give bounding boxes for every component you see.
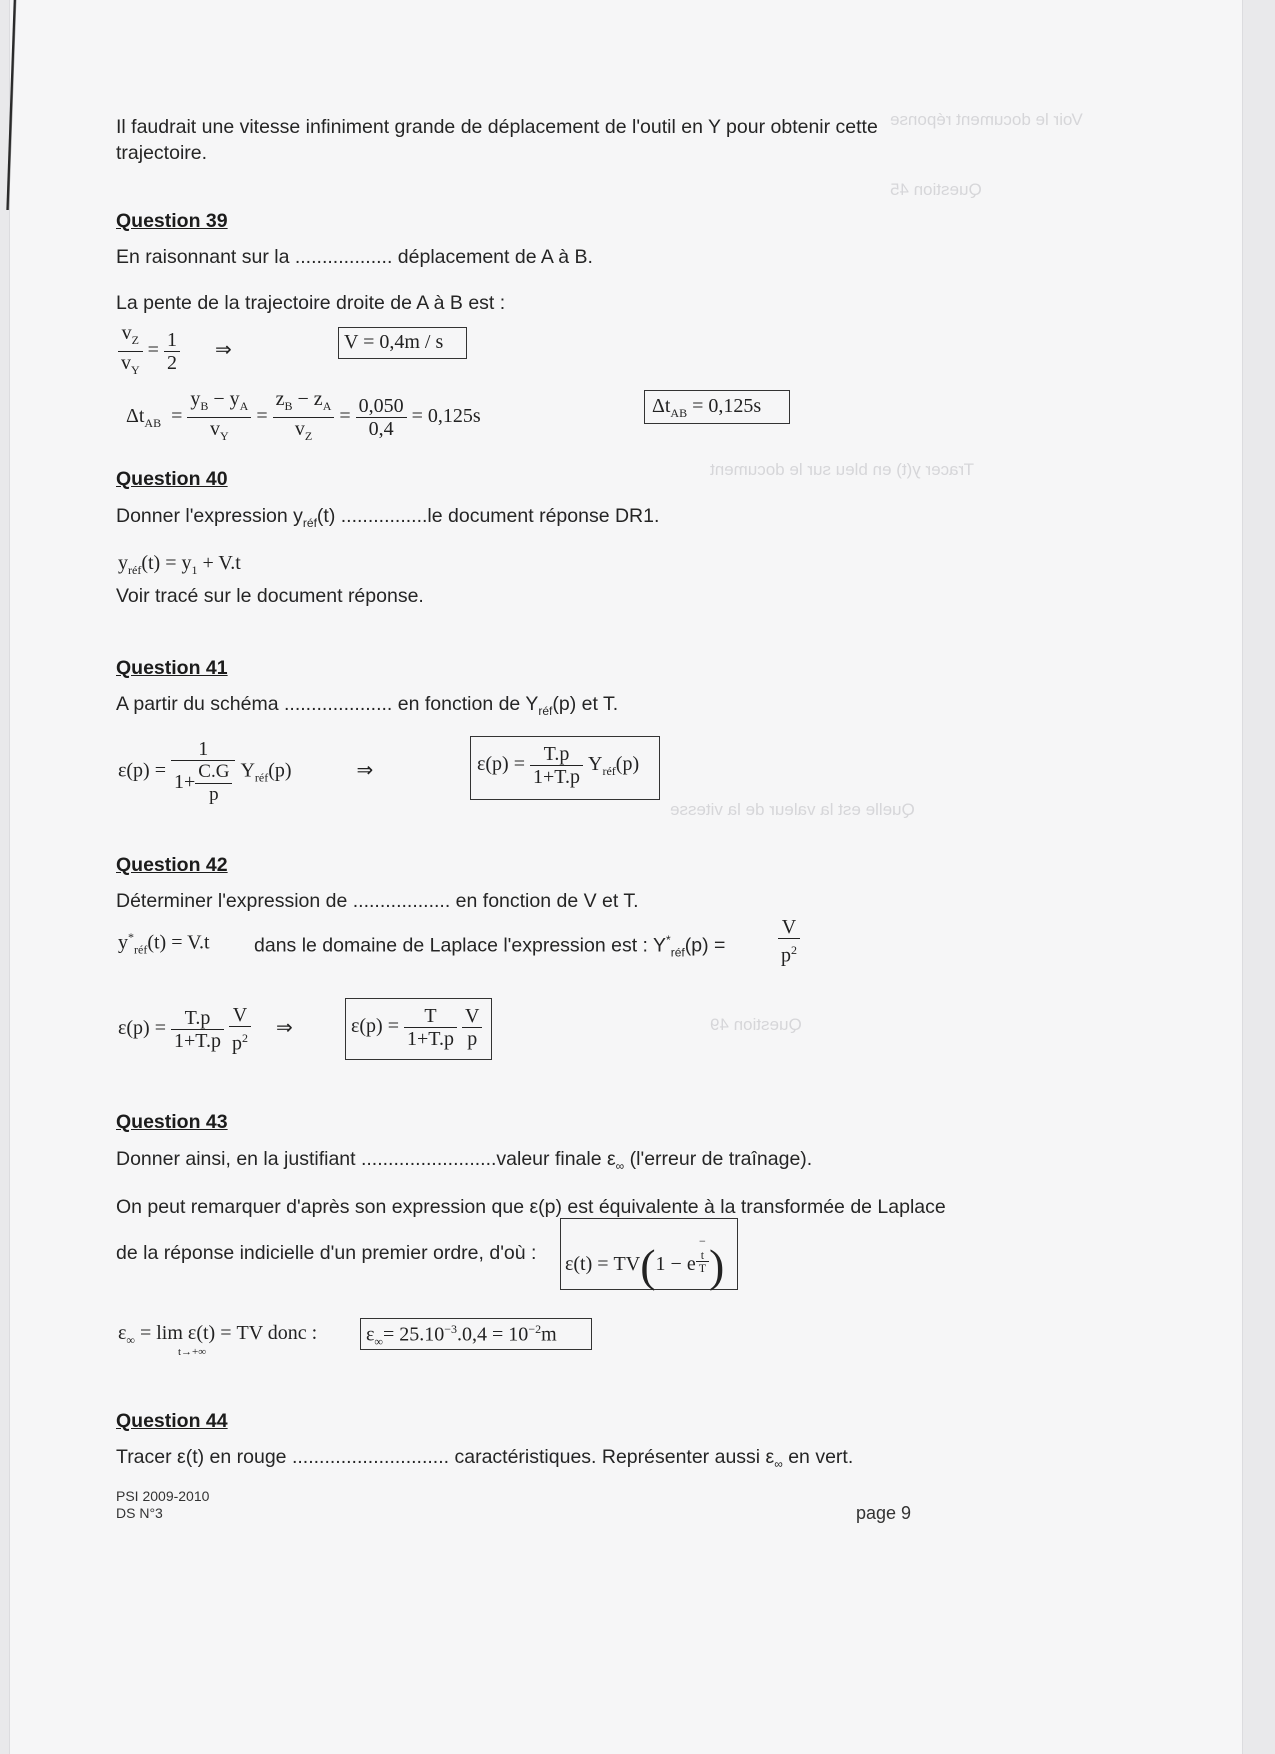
delta-t-calculation: $\Delta t_{AB}$ = $\frac{y_B - y_A}{v_Y}$ = $\frac{z_B - z_A}{v_Z}$ = $\frac{0,050}{0,4}$ = 0,125s <box>126 388 481 443</box>
final-value-c: m <box>541 1323 557 1346</box>
q41-prompt-sub: réf <box>538 703 553 718</box>
q40-note: Voir tracé sur le document réponse. <box>116 585 424 607</box>
q43-text-1: On peut remarquer d'après son expression que ε(p) est équivalente à la transformée de Laplace <box>116 1196 946 1218</box>
bleed-through: Question 45 <box>890 180 982 199</box>
q40-prompt-a: Donner l'expression y <box>116 505 303 527</box>
velocity-result-box <box>338 327 467 359</box>
bleed-through: Question 49 <box>710 1015 802 1034</box>
final-value-result: $\varepsilon_\infty= 25.10^{-3}.0,4 = 10^{-2}m$ <box>366 1322 557 1349</box>
question-40-title: Question 40 <box>116 468 228 490</box>
delta-t-result-box <box>644 390 790 424</box>
q40-formula: $y_{réf}(t) = y_1 + V.t$ <box>118 552 241 577</box>
velocity-result: V = 0,4m / s <box>344 331 444 353</box>
intro-line-1: Il faudrait une vitesse infiniment grande de déplacement de l'outil en Y pour obtenir cette <box>116 116 878 138</box>
epsilon-t-formula: $\varepsilon(t) = TV(1 - e^{- t T}$ ) <box>565 1233 725 1291</box>
footer <box>116 1488 209 1522</box>
epsilon-result-41: ε(p) = $\frac{T.p}{1+T.p}$ $Y_{réf}(p)$ <box>477 743 640 788</box>
epsilon-result-42: ε(p) = $\frac{T}{1+T.p}$ $\frac{V}{p}$ <box>351 1005 482 1050</box>
q42-line-c: (p) = <box>684 934 726 957</box>
epsilon-derivation: ε(p) = 1 1+ $\frac{C.G}{p}$ $Y_{réf}(p)$ ⇒ <box>118 738 374 805</box>
question-41-title: Question 41 <box>116 657 228 679</box>
question-42-title: Question 42 <box>116 854 228 876</box>
q44-prompt-a: Tracer ε(t) en rouge ............................. caractéristiques. Représenter aussi ε <box>116 1446 775 1468</box>
footer-class: PSI 2009-2010 <box>116 1488 210 1504</box>
q40-prompt-tail: (t) ................le document réponse DR1. <box>316 505 660 527</box>
footer-exam: DS N°3 <box>116 1505 163 1521</box>
q42-line-a: (t) = V.t <box>147 931 210 954</box>
q42-laplace-line: $y^*_{réf}(t) = V.t$ <box>118 930 210 957</box>
slope-ratio: $\frac{v_Z}{v_Y}$ = $\frac{1}{2}$ ⇒ <box>118 322 232 381</box>
final-value-a: = 25.10 <box>382 1323 445 1346</box>
question-43-prompt: Donner ainsi, en la justifiant .........................valeur finale $\varepsilon_\infty$ (l'erreur de traînage). <box>116 1148 813 1173</box>
delta-t-result: $\Delta t_{AB} = 0,125s$ <box>652 395 762 420</box>
final-value-box <box>360 1318 592 1350</box>
question-43-title: Question 43 <box>116 1111 228 1133</box>
question-41-prompt <box>116 693 618 718</box>
bleed-through: Voir le document réponse <box>890 110 1083 129</box>
epsilon-result-box-42 <box>345 998 492 1060</box>
q42-line-b: dans le domaine de Laplace l'expression est : $Y^*_{réf}(p)$ = <box>254 933 726 960</box>
bleed-through: Quelle est la valeur de la vitesse <box>670 800 915 819</box>
q41-prompt-b: (p) et T. <box>552 693 619 715</box>
q43-prompt-b: (l'erreur de traînage). <box>624 1148 813 1170</box>
q44-prompt-b: en vert. <box>782 1446 854 1468</box>
q40-formula-tail: + V.t <box>197 552 241 574</box>
delta-t-value: = 0,125s <box>687 395 762 417</box>
calc-result: = 0,125s <box>411 405 481 428</box>
calc-denominator: 0,4 <box>368 418 394 440</box>
q40-prompt-sub: réf <box>302 515 317 530</box>
intro-line-2: trajectoire. <box>116 142 208 164</box>
bleed-through: Tracer y(t) en bleu sur le document <box>710 460 974 479</box>
question-44-title: Question 44 <box>116 1410 228 1432</box>
question-44-prompt: Tracer ε(t) en rouge ............................. caractéristiques. Représenter aussi $\varepsilon_\infty$ en vert. <box>116 1446 854 1471</box>
page-edge-mark <box>6 0 25 210</box>
question-39-title: Question 39 <box>116 210 228 232</box>
page-number: page 9 <box>856 1503 912 1523</box>
question-39-prompt: En raisonnant sur la .................. déplacement de A à B. <box>116 246 593 268</box>
q41-prompt-a: A partir du schéma .................... en fonction de Y <box>116 693 539 715</box>
q42-line-b-text: dans le domaine de Laplace l'expression est : Y <box>254 934 667 957</box>
epsilon-result-box-41 <box>470 736 660 800</box>
question-40-prompt <box>116 505 659 530</box>
q40-formula-a: (t) = y <box>141 552 192 574</box>
document-page <box>10 0 1242 1754</box>
calc-numerator: 0,050 <box>356 395 407 418</box>
question-42-prompt: Déterminer l'expression de .................. en fonction de V et T. <box>116 890 639 912</box>
question-39-slope-text: La pente de la trajectoire droite de A à B est : <box>116 292 506 314</box>
final-value-b: .0,4 = 10 <box>457 1323 529 1346</box>
delta-t-symbol: Δt <box>652 395 671 417</box>
epsilon-t-box <box>560 1218 738 1290</box>
limit-text: = lim ε(t) = TV donc : <box>139 1322 318 1344</box>
final-value-limit: $\varepsilon_\infty = \lim \varepsilon(t)$ = TV donc : t→+∞ <box>118 1322 318 1358</box>
q42-v-over-p2: $\frac{V}{p^2}$ <box>778 916 800 967</box>
q43-prompt-a: Donner ainsi, en la justifiant .........................valeur finale ε <box>116 1148 616 1170</box>
q43-text-2: de la réponse indicielle d'un premier ordre, d'où : <box>116 1242 537 1264</box>
epsilon-derivation-42: ε(p) = $\frac{T.p}{1+T.p}$ $\frac{V}{p^2}$ ⇒ <box>118 1004 293 1055</box>
